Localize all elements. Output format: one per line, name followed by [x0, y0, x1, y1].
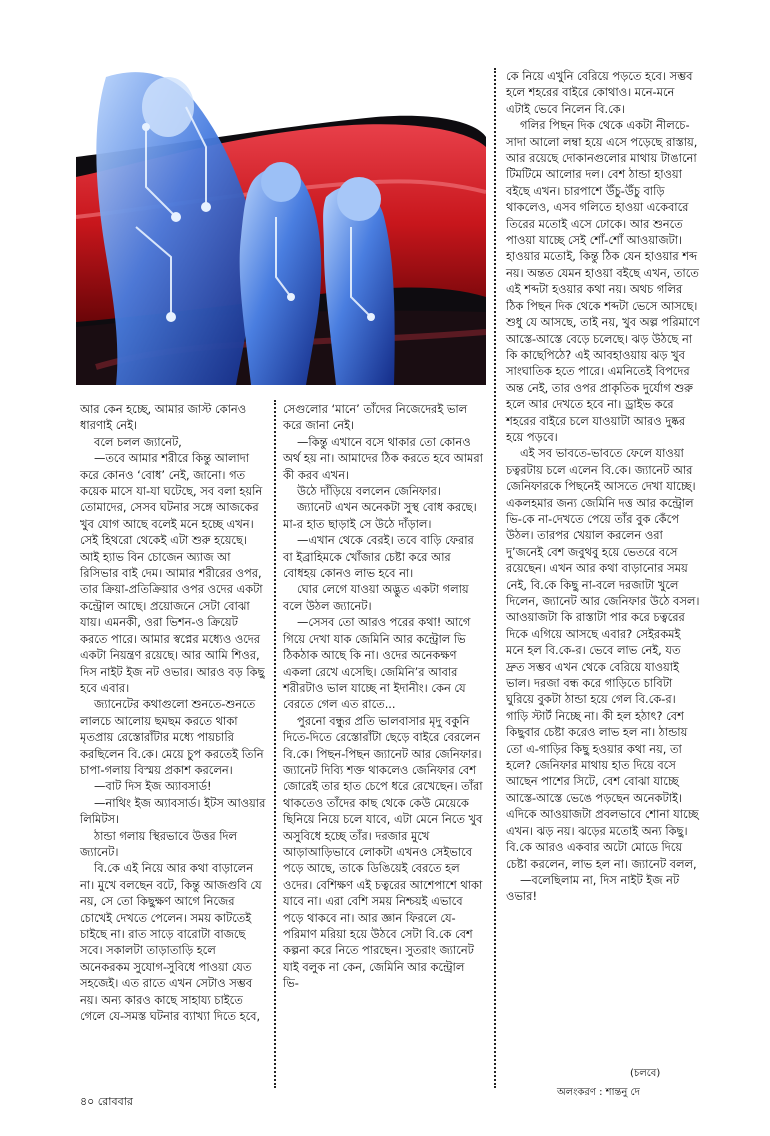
paragraph: উঠে দাঁড়িয়ে বললেন জেনিফার।: [297, 484, 441, 499]
paragraph: বলে চলল জ্যানেট,: [94, 434, 182, 449]
paragraph: বি.কে এই নিয়ে আর কথা বাড়ালেন না। মুখে বলছেন বটে, কিন্তু আজগুবি যে নয়, সে তো কিছুক্ষণ আগে নিজের চোখেই দেখতে পেলেন। সময় কাটতেই চাইছে না। রাত সাড়ে বারোটা বাজছে সবে। সকালটা তাড়াতাড়ি হলে অনেকরকম সুযোগ-সুবিধে পাওয়া যেত সহজেই। এত রাতে এখন সেটাও সম্ভব নয়। অন্য কারও কাছে সাহায্য চাইতে গেলে যে-সমস্ত ঘটনার ব্যাখ্যা দিতে হবে,: [80, 861, 262, 1024]
column-divider: [274, 400, 276, 1088]
text-column-1: [80, 401, 266, 1024]
paragraph: সেগুলোর ‘মানে’ তাঁদের নিজেদেরই ভাল করে জানা নেই।: [283, 402, 468, 433]
page-folio: ৪০ রোববার: [80, 1095, 133, 1108]
silhouettes-artwork: [76, 67, 486, 385]
illustration-credit: অলংকরণ : শান্তনু দে: [557, 1087, 640, 1098]
paragraph: গলির পিছন দিক থেকে একটা নীলচে-সাদা আলো লম্বা হয়ে এসে পড়েছে রাস্তায়, আর রয়েছে দোকানগুলোর মাথায় টাঙানো টিমটিমে আলোর দল। বেশ ঠান্ডা হাওয়া বইছে এখন। চারপাশে উঁচু-উঁচু বাড়ি থাকলেও, এসব গলিতে হাওয়া একেবারে তিরের মতোই এসে ঢোকে। আর শুনতে পাওয়া যাচ্ছে সেই শোঁ-শোঁ আওয়াজটা। হাওয়ার মতোই, কিন্তু ঠিক যেন হাওয়ার শব্দ নয়। অন্তত যেমন হাওয়া বইছে এখন, তাতে এই শব্দটা হওয়ার কথা নয়। অথচ গলির ঠিক পিছন দিক থেকে শব্দটা ভেসে আসছে। শুধু যে আসছে, তাই নয়, খুব অল্প পরিমাণে আস্তে-আস্তে বেড়ে চলেছে। ঝড় উঠছে না কি কাছেপিঠে? এই আবহাওয়ায় ঝড় খুব সাংঘাতিক হতে পারে। এমনিতেই বিপদের অন্ত নেই, তার ওপর প্রাকৃতিক দুর্যোগ শুরু হলে আর দেখতে হবে না। ড্রাইভ করে শহরের বাইরে চলে যাওয়াটা আরও দুষ্কর হয়ে পড়বে।: [506, 118, 700, 444]
paragraph: জ্যানেটের কথাগুলো শুনতে-শুনতে লালচে আলোয় ছমছম করতে থাকা মৃতপ্রায় রেস্তোরাঁটার মধ্যে পায়চারি করছিলেন বি.কে। মেয়ে চুপ করতেই তিনি চাপা-গলায় বিস্ময় প্রকাশ করলেন।: [80, 697, 264, 777]
continued-label: (চলবে): [630, 1068, 661, 1079]
paragraph: —বাট দিস ইজ অ্যাবসার্ড!: [94, 779, 212, 794]
text-column-3: [506, 68, 701, 905]
paragraph: —বলেছিলাম না, দিস নাইট ইজ নট ওভার!: [506, 872, 680, 904]
paragraph: জ্যানেট এখন অনেকটা সুস্থ বোধ করছে। মা-র হাত ছাড়াই সে উঠে দাঁড়াল।: [283, 500, 477, 531]
paragraph: —নাথিং ইজ অ্যাবসার্ড। ইটস আওয়ার লিমিটস।: [80, 795, 266, 827]
paragraph: —এখান থেকে বেরই। তবে বাড়ি ফেরার বা ইব্রাহিমকে খোঁজার চেষ্টা করে আর বোধহয় কোনও লাভ হবে না।: [283, 533, 474, 581]
paragraph: ঘোর লেগে যাওয়া অদ্ভুত একটা গলায় বলে উঠল জ্যানেট।: [283, 582, 469, 613]
paragraph: কে নিয়ে এখুনি বেরিয়ে পড়তে হবে। সম্ভব হলে শহরের বাইরে কোথাও। মনে-মনে এটাই ভেবে নিলেন বি.কে।: [506, 69, 693, 116]
paragraph: —সেসব তো আরও পরের কথা! আগে গিয়ে দেখা যাক জেমিনি আর কন্ট্রোল ভি ঠিকঠাক আছে কি না। ওদের অনেকক্ষণ একলা রেখে এসেছি। জেমিনি’র আবার শরীরটাও ভাল যাচ্ছে না ইদানীং। কেন যে বেরতে গেল এত রাতে...: [283, 615, 471, 712]
paragraph: ঠান্ডা গলায় স্থিরভাবে উত্তর দিল জ্যানেট।: [80, 828, 238, 859]
text-column-2: [283, 401, 483, 992]
column-divider: [494, 68, 496, 1088]
paragraph: আর কেন হচ্ছে, আমার জাস্ট কোনও ধারণাই নেই।: [80, 402, 247, 433]
illustration: [76, 67, 486, 385]
paragraph: পুরনো বন্ধুর প্রতি ভালবাসার মৃদু বকুনি দিতে-দিতে রেস্তোরাঁটা ছেড়ে বাইরে বেরলেন বি.কে। পিছন-পিছন জ্যানেট আর জেনিফার। জ্যানেট দিব্যি শক্ত থাকলেও জেনিফার বেশ জোরেই তার হাত চেপে ধরে রেখেছেন। তাঁরা থাকতেও তাঁদের কাছ থেকে কেউ মেয়েকে ছিনিয়ে নিয়ে চলে যাবে, এটা মেনে নিতে খুব অসুবিধে হচ্ছে তাঁর। দরজার মুখে আড়াআড়িভাবে লোকটা এখনও সেইভাবে পড়ে আছে, তাকে ডিঙিয়েই বেরতে হল ওদের। বেশিক্ষণ এই চত্বরের আশেপাশে থাকা যাবে না। এরা বেশি সময় নিশ্চয়ই এভাবে পড়ে থাকবে না। আর জ্ঞান ফিরলে যে-পরিমাণ মরিয়া হয়ে উঠবে সেটা বি.কে বেশ কল্পনা করে নিতে পারছেন। সুতরাং জ্যানেট যাই বলুক না কেন, জেমিনি আর কন্ট্রোল ভি-: [283, 713, 483, 991]
paragraph: —তবে আমার শরীরে কিন্তু আলাদা করে কোনও ‘বোধ’ নেই, জানো। গত কয়েক মাসে যা-যা ঘটেছে, সব বলা হয়নি তোমাদের, সেসব ঘটনার সঙ্গে আজকের খুব যোগ আছে বলেই মনে হচ্ছে এখন। সেই হিথরো থেকেই এটা শুরু হয়েছে। আই হ্যাভ বিন চোজেন অ্যাজ আ রিসিভার বাই দেম। আমার শরীরের ওপর, তার ক্রিয়া-প্রতিক্রিয়ার ওপর ওদের একটা কন্ট্রোল আছে। প্রয়োজনে সেটা বোঝা যায়। এমনকী, ওরা ভিশন-ও ক্রিয়েট করতে পারে। আমার স্বপ্নের মধ্যেও ওদের একটা নিয়ন্ত্রণ রয়েছে। আর আমি শিওর, দিস নাইট ইজ নট ওভার। আরও বড় কিছু হবে এবার।: [80, 451, 265, 695]
paragraph: এই সব ভাবতে-ভাবতে ফেলে যাওয়া চত্বরটায় চলে এলেন বি.কে। জ্যানেট আর জেনিফারকে পিছনেই আসতে দেখা যাচ্ছে। একলহমার জন্য জেমিনি দত্ত আর কন্ট্রোল ভি-কে না-দেখতে পেয়ে তাঁর বুক কেঁপে উঠল। তারপর খেয়াল করলেন ওরা দু’জনেই বেশ জবুথবু হয়ে ভেতরে বসে রয়েছেন। এখন আর কথা বাড়ানোর সময় নেই, বি.কে কিছু না-বলে দরজাটা খুলে দিলেন, জ্যানেট আর জেনিফার উঠে বসল। আওয়াজটা কি রাস্তাটা পার করে চত্বরের দিকে এগিয়ে আসছে এবার? সেইরকমই মনে হল বি.কে-র। ভেবে লাভ নেই, যত দ্রুত সম্ভব এখন থেকে বেরিয়ে যাওয়াই ভাল। দরজা বন্ধ করে গাড়িতে চাবিটা ঘুরিয়ে বুকটা ঠান্ডা হয়ে গেল বি.কে-র। গাড়ি স্টার্ট নিচ্ছে না। কী হল হঠাৎ? বেশ কিছুবার চেষ্টা করেও লাভ হল না। ঠান্ডায় তো এ-গাড়ির কিছু হওয়ার কথা নয়, তা হলে? জেনিফার মাথায় হাত দিয়ে বসে আছেন পাশের সিটে, বেশ বোঝা যাচ্ছে আস্তে-আস্তে ভেঙে পড়ছেন অনেকটাই। এদিকে আওয়াজটা প্রবলভাবে শোনা যাচ্ছে এখন। ঝড় নয়। ঝড়ের মতোই অন্য কিছু। বি.কে আরও একবার অটো মোডে দিয়ে চেষ্টা করলেন, লাভ হল না। জ্যানেট বলল,: [506, 446, 700, 871]
paragraph: —কিন্তু এখানে বসে থাকার তো কোনও অর্থ হয় না। আমাদের ঠিক করতে হবে আমরা কী করব এখন।: [283, 434, 483, 482]
